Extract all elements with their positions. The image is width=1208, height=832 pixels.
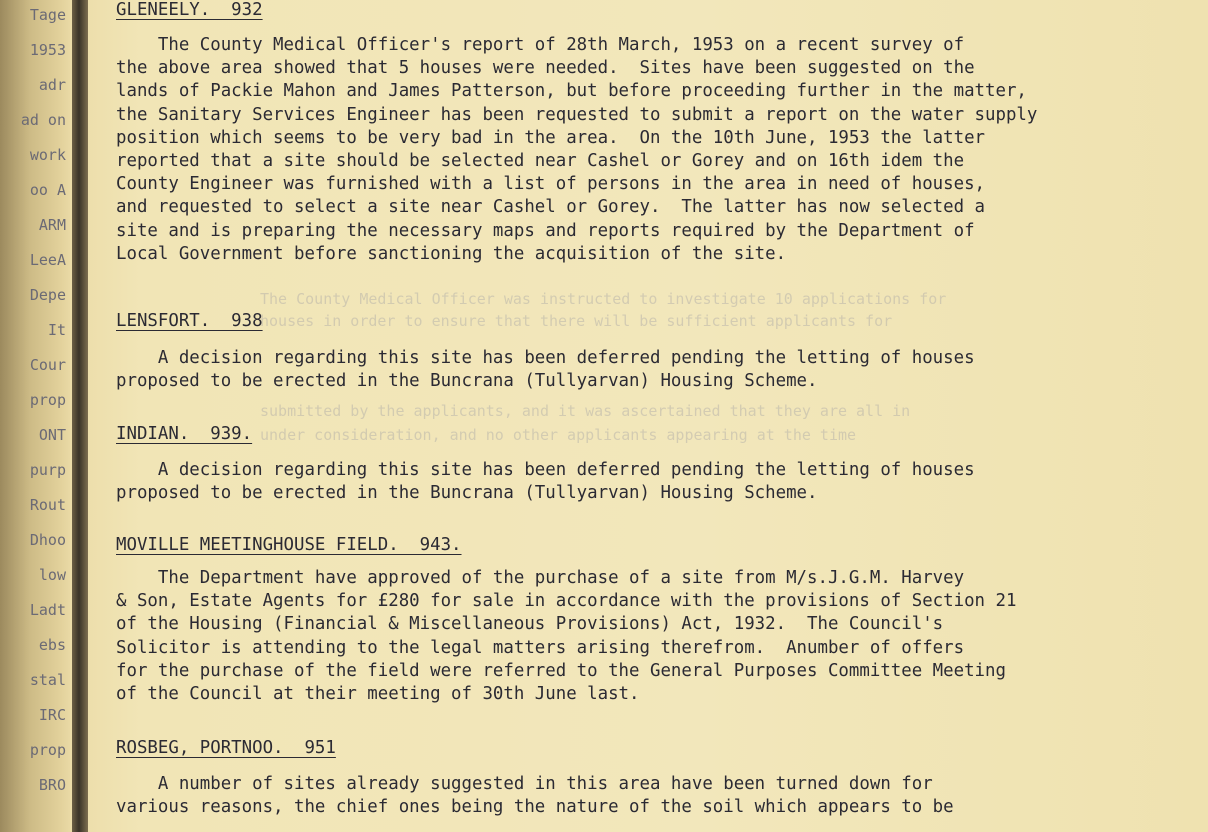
paragraph-line: proposed to be erected in the Buncrana (Tullyarvan) Housing Scheme.	[116, 371, 818, 392]
margin-fragment: Depe	[29, 286, 66, 304]
margin-fragment: oo A	[29, 181, 66, 199]
paragraph-line: & Son, Estate Agents for £280 for sale in accordance with the provisions of Section 21	[116, 591, 1017, 612]
book-spine	[72, 0, 88, 832]
section-heading: ROSBEG, PORTNOO. 951	[116, 738, 336, 758]
margin-fragment: low	[38, 566, 66, 584]
show-through-line: The County Medical Officer was instructed to investigate 10 applications for	[260, 290, 947, 308]
paragraph-line: The County Medical Officer's report of 28th March, 1953 on a recent survey of	[116, 35, 965, 55]
paragraph-line: for the purchase of the field were referred to the General Purposes Committee Meeting	[116, 660, 1006, 681]
section-heading: INDIAN. 939.	[116, 424, 253, 444]
paragraph-line: proposed to be erected in the Buncrana (Tullyarvan) Housing Scheme.	[116, 483, 818, 504]
paragraph-line: County Engineer was furnished with a list of persons in the area in need of houses,	[116, 174, 986, 195]
margin-fragment: prop	[29, 391, 66, 409]
paragraph-line: position which seems to be very bad in the area. On the 10th June, 1953 the latter	[116, 127, 986, 148]
show-through-line: houses in order to ensure that there will be sufficient applicants for	[260, 312, 893, 330]
show-through-line: submitted by the applicants, and it was ascertained that they are all in	[260, 402, 911, 420]
show-through-line: under consideration, and no other applicants appearing at the time	[260, 426, 857, 444]
paragraph-line: The Department have approved of the purchase of a site from M/s.J.G.M. Harvey	[116, 568, 965, 588]
paragraph-line: reported that a site should be selected near Cashel or Gorey and on 16th idem the	[116, 151, 965, 171]
paragraph-line: the above area showed that 5 houses were needed. Sites have been suggested on the	[116, 58, 975, 79]
paragraph-line: lands of Packie Mahon and James Patterson, but before proceeding further in the matter,	[116, 81, 1027, 102]
paragraph-line: site and is preparing the necessary maps and reports required by the Department of	[116, 220, 975, 241]
paragraph-line: of the Council at their meeting of 30th June last.	[116, 684, 640, 704]
paragraph-line: and requested to select a site near Cashel or Gorey. The latter has now selected a	[116, 197, 986, 218]
margin-fragment: Cour	[29, 356, 66, 374]
paragraph-line: Local Government before sanctioning the acquisition of the site.	[116, 243, 787, 264]
margin-fragment: 1953	[29, 41, 66, 59]
margin-fragment: stal	[29, 671, 66, 689]
paragraph-line: various reasons, the chief ones being the nature of the soil which appears to be	[116, 797, 954, 818]
margin-fragment: Ladt	[29, 601, 66, 619]
margin-fragment: It	[47, 321, 66, 339]
section-heading: GLENEELY. 932	[116, 0, 263, 20]
section-heading: LENSFORT. 938	[116, 311, 263, 331]
margin-fragment: LeeA	[29, 251, 66, 269]
paragraph-line: A decision regarding this site has been deferred pending the letting of houses	[116, 460, 975, 480]
margin-fragment: BRO	[38, 776, 66, 794]
margin-fragment: Tage	[29, 6, 66, 24]
margin-fragment: adr	[38, 76, 66, 94]
paragraph-line: A decision regarding this site has been deferred pending the letting of houses	[116, 348, 975, 368]
paragraph-line: Solicitor is attending to the legal matters arising therefrom. Anumber of offers	[116, 637, 965, 658]
margin-fragment: work	[29, 146, 66, 164]
paragraph-line: A number of sites already suggested in this area have been turned down for	[116, 774, 933, 794]
paragraph-line: the Sanitary Services Engineer has been requested to submit a report on the water supply	[116, 104, 1038, 125]
margin-fragment: ad on	[20, 111, 66, 129]
margin-fragment: Dhoo	[29, 531, 66, 549]
margin-fragment: IRC	[38, 706, 66, 724]
margin-fragment: Rout	[29, 496, 66, 514]
margin-fragment: purp	[29, 461, 66, 479]
margin-fragment: ARM	[38, 216, 66, 234]
margin-fragment: prop	[29, 741, 66, 759]
paragraph-line: of the Housing (Financial & Miscellaneous Provisions) Act, 1932. The Council's	[116, 614, 944, 635]
margin-fragment: ONT	[38, 426, 66, 444]
margin-fragment: ebs	[38, 636, 66, 654]
section-heading: MOVILLE MEETINGHOUSE FIELD. 943.	[116, 535, 462, 555]
